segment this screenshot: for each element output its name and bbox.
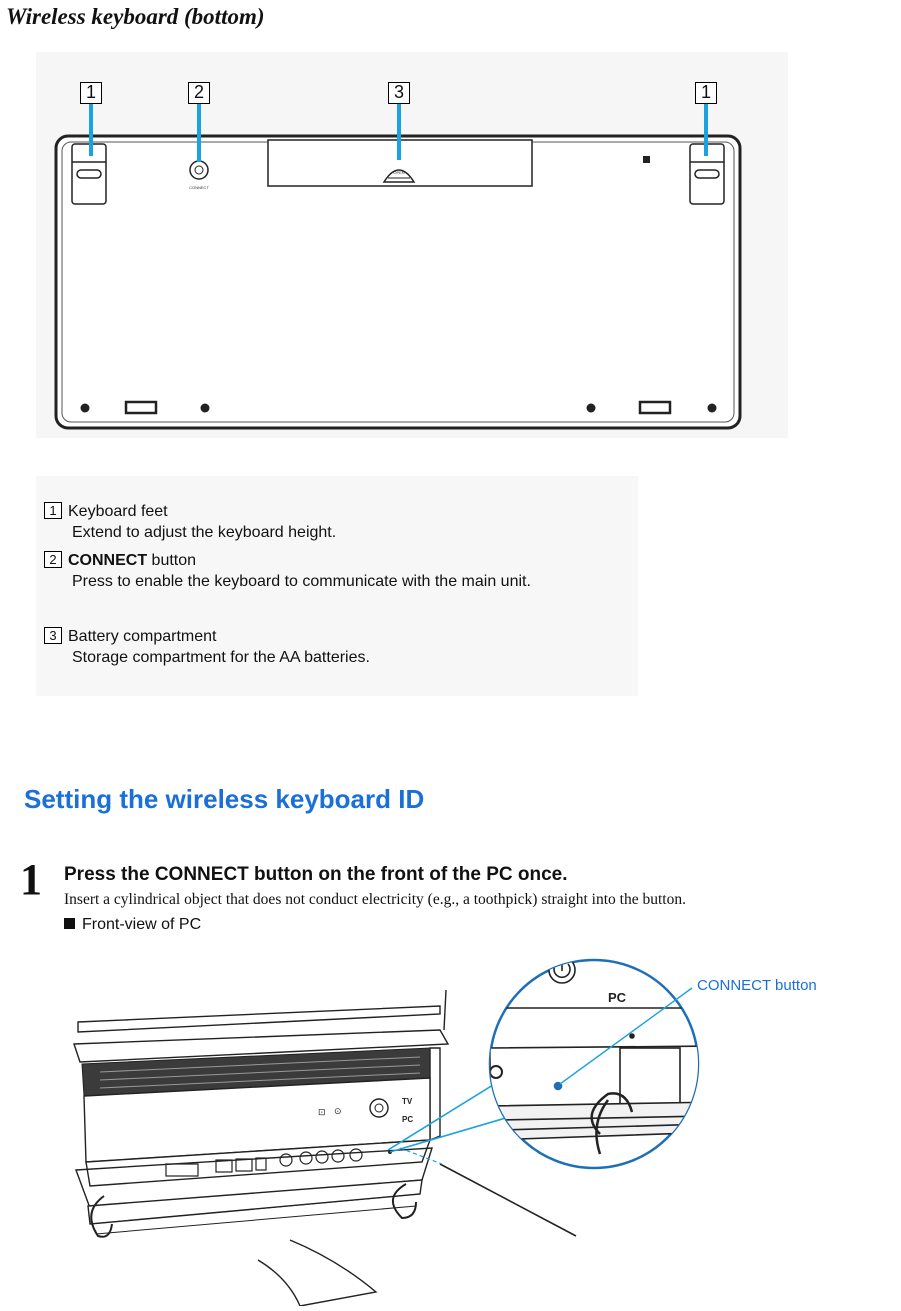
pc-label: PC [608,990,627,1005]
callout-1-left: 1 [80,82,102,104]
legend-item-battery-compartment [44,626,370,668]
legend-number: 1 [44,502,62,519]
legend-number: 2 [44,551,62,568]
callout-3: 3 [388,82,410,104]
connect-mark: CONNECT [189,185,209,190]
step-sub-label [64,916,201,934]
section-heading: Setting the wireless keyboard ID [24,784,425,814]
pc-front-illustration [60,944,880,1306]
legend-number: 3 [44,627,62,644]
legend-item-keyboard-feet [44,501,336,543]
step-number: 1 [20,855,42,904]
legend-description: Extend to adjust the keyboard height. [72,524,337,541]
callout-2: 2 [188,82,210,104]
legend-title: Battery compartment [68,628,217,645]
legend-title-rest: button [147,552,197,569]
legend-description: Press to enable the keyboard to communicate with the main unit. [72,573,531,590]
keyboard-bottom-figure [36,52,788,438]
keyboard-bottom-illustration [36,52,788,438]
sub-label-text: Front-view of PC [82,916,202,933]
step-title: Press the CONNECT button on the front of the PC once. [64,864,568,885]
connect-button-callout: CONNECT button [697,977,817,994]
legend-item-connect-button [44,550,632,592]
step-body: Insert a cylindrical object that does not conduct electricity (e.g., a toothpick) straight into the button. [64,891,686,908]
legend-title: Keyboard feet [68,503,168,520]
section-title: Wireless keyboard (bottom) [6,4,265,29]
legend-title-bold: CONNECT [68,552,148,569]
figure-legend [36,476,638,696]
pc-small-label: PC [402,1115,414,1124]
svg-text:⊙: ⊙ [334,1106,342,1116]
open-mark: OPEN [393,170,405,175]
legend-description: Storage compartment for the AA batteries. [72,649,370,666]
square-bullet-icon [64,918,75,929]
pc-front-view-figure [60,944,880,1306]
svg-text:⊡: ⊡ [318,1107,326,1117]
tv-label: TV [402,1097,413,1106]
callout-1-right: 1 [695,82,717,104]
